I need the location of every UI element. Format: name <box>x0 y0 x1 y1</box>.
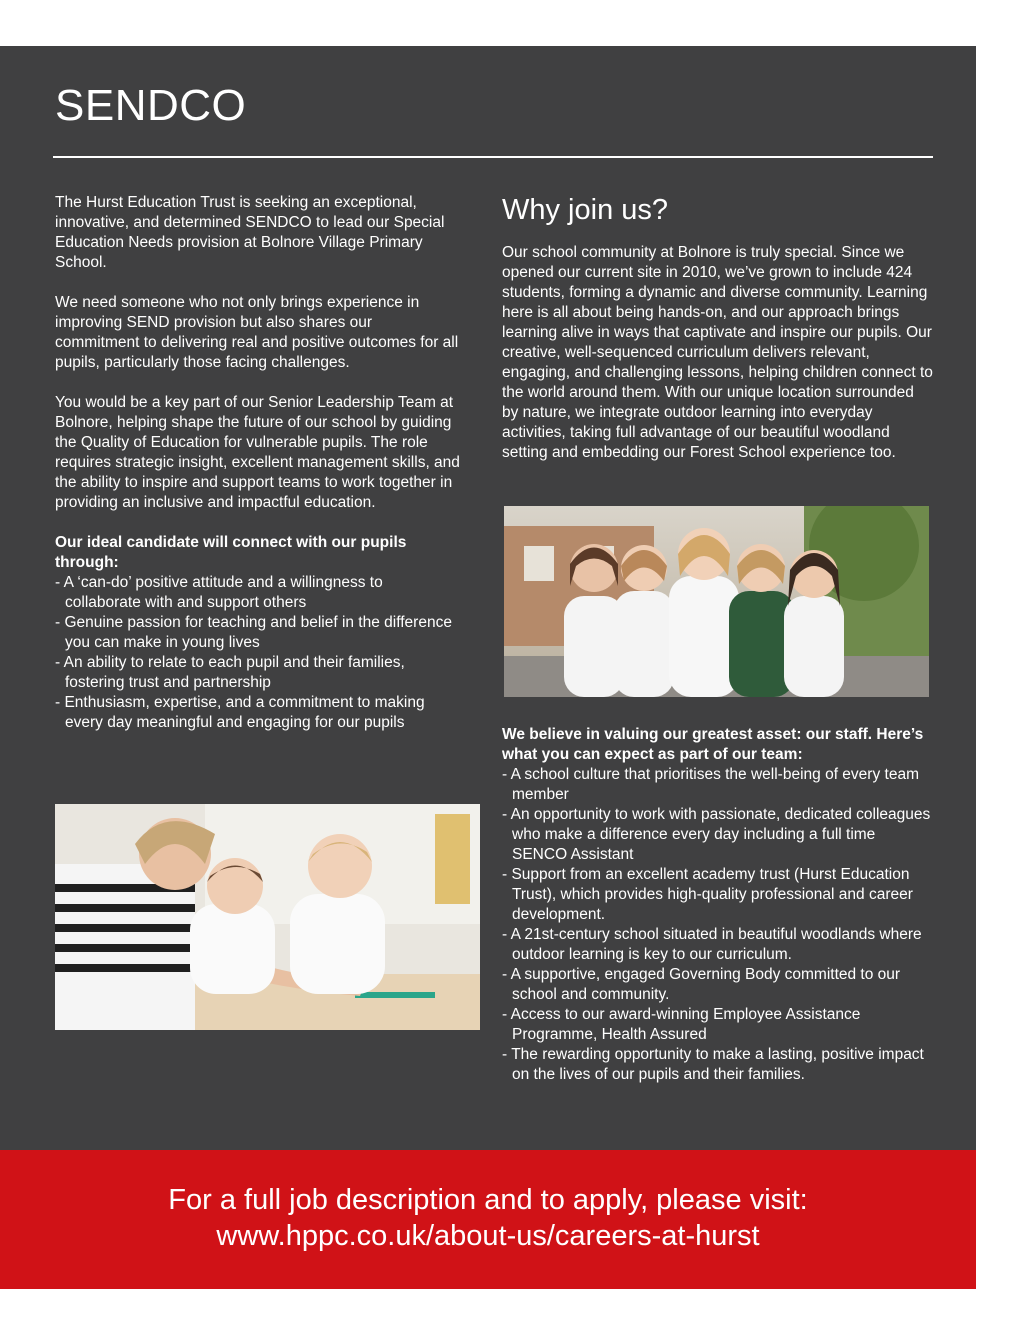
left-column <box>55 193 460 733</box>
pupils-group-illustration <box>504 506 929 697</box>
list-item: - Access to our award-winning Employee Assistance Programme, Health Assured <box>502 1006 861 1043</box>
teacher-with-children-photo <box>55 804 480 1030</box>
list-item: - The rewarding opportunity to make a lasting, positive impact on the lives of our pupils and their families. <box>502 1046 924 1083</box>
list-item: - A ‘can-do’ positive attitude and a willingness to collaborate with and support others <box>55 574 383 611</box>
list-item: - A 21st-century school situated in beautiful woodlands where outdoor learning is key to our curriculum. <box>502 926 922 963</box>
list-item: - Genuine passion for teaching and belief in the difference you can make in young lives <box>55 614 452 651</box>
staff-section <box>502 725 934 1085</box>
careers-link[interactable]: www.hppc.co.uk/about-us/careers-at-hurst <box>216 1220 760 1252</box>
list-item: - Support from an excellent academy trust (Hurst Education Trust), which provides high-quality professional and career development. <box>502 866 913 923</box>
community-paragraph: Our school community at Bolnore is truly special. Since we opened our current site in 2010, we’ve grown to include 424 students, forming a dynamic and diverse community. Learning here is all about being hands-on, and our approach brings learning alive in ways that captivate and inspire our pupils. Our creative, well-sequenced curriculum delivers relevant, engaging, and challenging lessons, helping children connect to the world around them. With our unique location surrounded by nature, we integrate outdoor learning into everyday activities, taking full advantage of our beautiful woodland setting and embedding our Forest School experience too. <box>502 244 933 461</box>
right-column <box>502 193 934 463</box>
apply-banner <box>0 1150 976 1289</box>
ideal-candidate-list <box>55 573 460 733</box>
page-title: SENDCO <box>55 81 247 130</box>
title-divider <box>53 156 933 158</box>
why-join-heading: Why join us? <box>502 194 669 226</box>
apply-instruction: For a full job description and to apply, please visit: <box>168 1184 808 1216</box>
role-paragraph: You would be a key part of our Senior Leadership Team at Bolnore, helping shape the future of our school by guiding the Quality of Education for vulnerable pupils. The role requires strategic insight, excellent management skills, and the ability to inspire and support teams to work together in providing an inclusive and impactful education. <box>55 394 460 511</box>
list-item: - A supportive, engaged Governing Body committed to our school and community. <box>502 966 901 1003</box>
list-item: - An ability to relate to each pupil and their families, fostering trust and partnership <box>55 654 405 691</box>
list-item: - A school culture that prioritises the well-being of every team member <box>502 766 919 803</box>
staff-benefits-list <box>502 765 934 1085</box>
pupils-group-photo <box>504 506 929 697</box>
intro-paragraph: The Hurst Education Trust is seeking an exceptional, innovative, and determined SENDCO to lead our Special Education Needs provision at Bolnore Village Primary School. <box>55 194 445 271</box>
list-item: - An opportunity to work with passionate, dedicated colleagues who make a difference every day including a full time SENCO Assistant <box>502 806 931 863</box>
staff-heading: We believe in valuing our greatest asset: our staff. Here’s what you can expect as part of our team: <box>502 726 924 763</box>
ideal-candidate-heading: Our ideal candidate will connect with our pupils through: <box>55 534 407 571</box>
need-paragraph: We need someone who not only brings experience in improving SEND provision but also shares our commitment to delivering real and positive outcomes for all pupils, particularly those facing challenges. <box>55 294 459 371</box>
list-item: - Enthusiasm, expertise, and a commitment to making every day meaningful and engaging for our pupils <box>55 694 425 731</box>
classroom-illustration <box>55 804 480 1030</box>
